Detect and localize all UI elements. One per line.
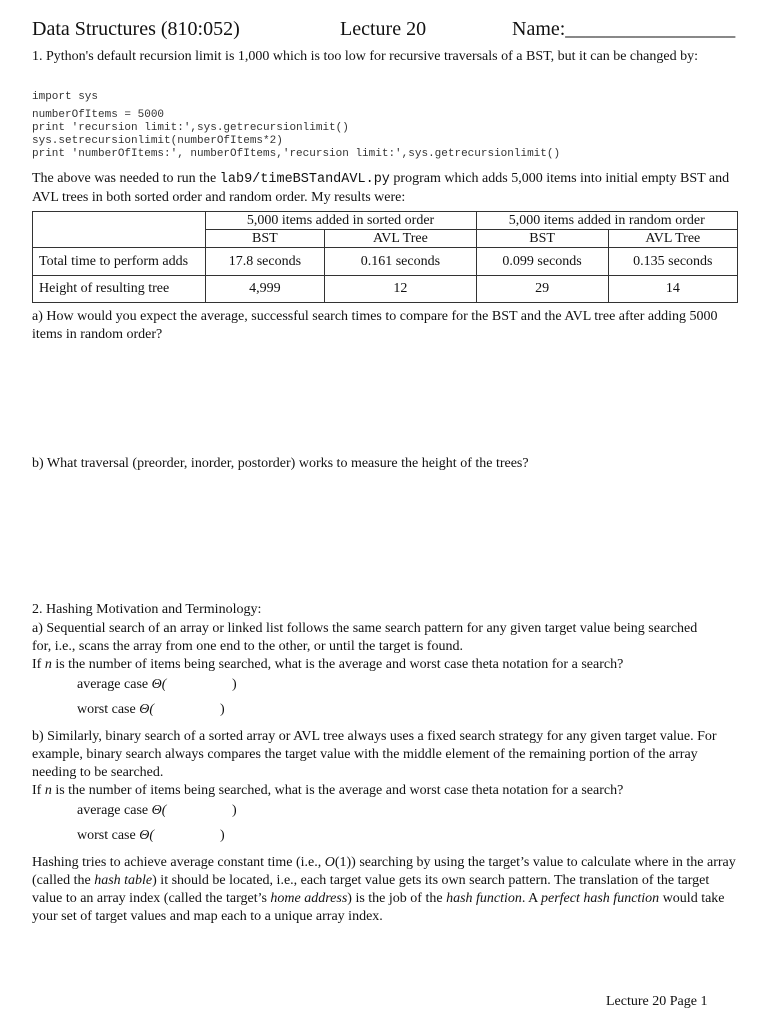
term-perfect-hash-function: perfect hash function	[540, 891, 660, 906]
table-row	[33, 248, 738, 276]
code-line: print 'recursion limit:',sys.getrecursionlimit()	[32, 122, 349, 134]
table-cell: 14	[608, 276, 737, 303]
code-line: sys.setrecursionlimit(numberOfItems*2)	[32, 135, 283, 147]
table-cell: 0.135 seconds	[608, 248, 737, 276]
results-table	[32, 211, 738, 303]
group-header-random: 5,000 items added in random order	[476, 212, 737, 230]
n-variable: n	[44, 657, 52, 672]
table-cell: 4,999	[205, 276, 325, 303]
q2-b-question: If n is the number of items being searched, what is the average and worst case theta notation for a search?	[32, 783, 624, 798]
row-label: Height of resulting tree	[33, 276, 206, 303]
code-line: numberOfItems = 5000	[32, 109, 165, 121]
term-home-address: home address	[270, 891, 348, 906]
name-field-label: Name:_________________	[512, 18, 736, 40]
close-paren: )	[220, 702, 225, 717]
table-cell: 17.8 seconds	[205, 248, 325, 276]
col-header: BST	[205, 230, 325, 248]
hashing-paragraph: Hashing tries to achieve average constant time (i.e., O(1)) searching by using the target’s value to calculate where in the array (called the hash table) it should be located, i.e., each target value gets its own search pattern. The translation of the target value to an array index (called the target’s home address) is the job of the hash function. A perfect hash function would take your set of target values and map each to a unique array index.	[32, 855, 736, 924]
q2-part-b: b) Similarly, binary search of a sorted array or AVL tree always uses a fixed search strategy for any given target value. For example, binary search always compares the target value with the middle element of the remaining portion of the array needing to be searched.	[32, 729, 717, 780]
table-row	[33, 276, 738, 303]
q2-a-question: If n is the number of items being searched, what is the average and worst case theta notation for a search?	[32, 657, 624, 672]
table-corner	[33, 212, 206, 248]
q1-results-intro: The above was needed to run the lab9/timeBSTandAVL.py program which adds 5,000 items into initial empty BST and AVL trees in both sorted order and random order. My results were:	[32, 171, 730, 205]
code-line: import sys	[32, 91, 99, 103]
program-filename: lab9/timeBSTandAVL.py	[219, 172, 390, 187]
theta-symbol: Θ(	[139, 828, 154, 843]
q2-title: 2. Hashing Motivation and Terminology:	[32, 602, 262, 617]
theta-symbol: Θ(	[151, 677, 167, 692]
q2-a-average: average case Θ(	[77, 677, 167, 692]
q1-part-a: a) How would you expect the average, successful search times to compare for the BST and the AVL tree after adding 5000 items in random order?	[32, 309, 718, 342]
n-variable: n	[44, 783, 52, 798]
term-hash-function: hash function	[446, 891, 522, 906]
theta-symbol: Θ(	[151, 803, 167, 818]
table-cell: 0.099 seconds	[476, 248, 608, 276]
code-line: print 'numberOfItems:', numberOfItems,'recursion limit:',sys.getrecursionlimit()	[32, 148, 561, 160]
row-label: Total time to perform adds	[33, 248, 206, 276]
table-cell: 12	[325, 276, 476, 303]
code-block	[32, 91, 752, 161]
q1-part-b: b) What traversal (preorder, inorder, postorder) works to measure the height of the trees?	[32, 456, 529, 471]
page-number: Lecture 20 Page 1	[606, 994, 708, 1009]
lecture-title: Lecture 20	[340, 18, 427, 40]
term-hash-table: hash table	[94, 873, 153, 888]
close-paren: )	[232, 803, 237, 818]
col-header: AVL Tree	[325, 230, 476, 248]
close-paren: )	[220, 828, 225, 843]
close-paren: )	[232, 677, 237, 692]
col-header: AVL Tree	[608, 230, 737, 248]
col-header: BST	[476, 230, 608, 248]
q2-part-a: a) Sequential search of an array or linked list follows the same search pattern for any given target value being searched for, i.e., scans the array from one end to the other, or until the target is found.	[32, 621, 698, 654]
table-cell: 0.161 seconds	[325, 248, 476, 276]
table-cell: 29	[476, 276, 608, 303]
q2-b-worst: worst case Θ(	[77, 828, 154, 843]
course-title: Data Structures (810:052)	[32, 18, 240, 40]
theta-symbol: Θ(	[139, 702, 154, 717]
q2-a-worst: worst case Θ(	[77, 702, 154, 717]
group-header-sorted: 5,000 items added in sorted order	[205, 212, 476, 230]
q1-intro: 1. Python's default recursion limit is 1,000 which is too low for recursive traversals of a BST, but it can be changed by:	[32, 49, 698, 64]
q2-b-average: average case Θ(	[77, 803, 167, 818]
